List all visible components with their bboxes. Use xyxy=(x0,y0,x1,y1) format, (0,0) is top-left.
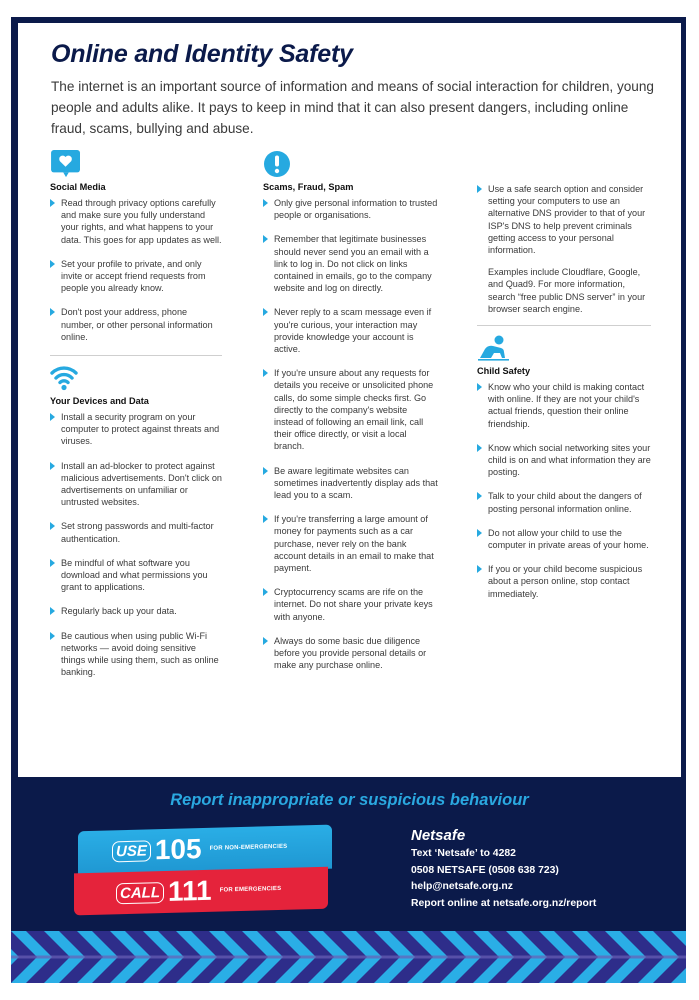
section-heading-scams: Scams, Fraud, Spam xyxy=(263,182,354,192)
bullet-arrow-icon xyxy=(50,522,55,530)
emergency-note: FOR EMERGENCIES xyxy=(219,885,282,894)
report-heading: Report inappropriate or suspicious behaviour xyxy=(170,791,529,809)
use-label: USE xyxy=(112,840,151,862)
bullet-arrow-icon xyxy=(477,383,482,391)
non-emergency-note: FOR NON-EMERGENCIES xyxy=(209,843,288,852)
contact-email-link[interactable]: help@netsafe.org.nz xyxy=(411,881,513,892)
dns-examples-text: Examples include Cloudflare, Google, and Quad9. For more information, search “free public DNS server” in your browser search engine. xyxy=(488,267,646,314)
column-right xyxy=(477,183,651,612)
emergency-numbers-badge xyxy=(74,825,332,916)
scams-list xyxy=(263,197,438,672)
list-item: Talk to your child about the dangers of posting personal information online. xyxy=(477,490,651,514)
list-item: Cryptocurrency scams are rife on the internet. Do not share your private keys with anyone. xyxy=(263,586,438,623)
section-divider xyxy=(477,325,651,326)
bullet-arrow-icon xyxy=(477,444,482,452)
list-item: Always do some basic due diligence before you provide personal details or make any purchase online. xyxy=(263,635,438,672)
crawling-child-icon xyxy=(477,334,511,362)
list-item: Set strong passwords and multi-factor authentication. xyxy=(50,520,222,544)
wifi-icon xyxy=(50,364,78,392)
bullet-arrow-icon xyxy=(263,588,268,596)
list-item: Read through privacy options carefully and make sure you fully understand your rights, and what happens to your data. This goes for app updates as well. xyxy=(50,197,222,246)
list-item: If you're transferring a large amount of money for payments such as a car purchase, never rely on the bank account details in an email to make that payment. xyxy=(263,513,438,574)
list-item: Remember that legitimate businesses should never send you an email with a link to log in. Do not click on links contained in emails, go to the company website and log on directly. xyxy=(263,233,438,294)
dns-list xyxy=(477,183,651,315)
bullet-arrow-icon xyxy=(263,515,268,523)
emergency-number: 111 xyxy=(168,874,212,907)
list-item: Use a safe search option and consider setting your computers to use an alternative DNS provider to that of your ISP's DNS to help prevent criminals getting access to your personal information. Examples include Cloudflare, Google, and Quad9. For more information, search “free public DNS server” in your browser search engine. xyxy=(477,183,651,315)
list-item: Know who your child is making contact with online. If they are not your child's actual friends, question their online friendship. xyxy=(477,381,651,430)
chevron-pattern-band xyxy=(11,931,686,983)
heart-speech-bubble-icon xyxy=(50,150,82,178)
contact-report-link[interactable]: Report online at netsafe.org.nz/report xyxy=(411,897,597,909)
list-item: Be mindful of what software you download and what permissions you grant to applications. xyxy=(50,557,222,594)
netsafe-name: Netsafe xyxy=(411,827,466,844)
bullet-arrow-icon xyxy=(50,413,55,421)
section-divider xyxy=(50,355,222,356)
list-item: Be cautious when using public Wi-Fi networks — avoid doing sensitive things while using them, such as online banking. xyxy=(50,630,222,679)
list-item: Don't post your address, phone number, or other personal information online. xyxy=(50,306,222,343)
netsafe-contact xyxy=(411,827,596,912)
bullet-arrow-icon xyxy=(50,260,55,268)
exclamation-circle-icon xyxy=(263,150,291,178)
chevron-center-line xyxy=(11,956,686,959)
intro-paragraph: The internet is an important source of information and means of social interaction for children, young people and adults alike. It pays to keep in mind that it can also present dangers, including online fraud, scams, bullying and abuse. xyxy=(51,79,654,136)
list-item: Know which social networking sites your child is on and what information they are posting. xyxy=(477,442,651,479)
contact-phone-line: 0508 NETSAFE (0508 638 723) xyxy=(411,864,559,876)
bullet-arrow-icon xyxy=(477,529,482,537)
list-item: Never reply to a scam message even if you're curious, your interaction may provide knowledge your account is active. xyxy=(263,306,438,355)
non-emergency-number: 105 xyxy=(154,833,202,866)
bullet-arrow-icon xyxy=(477,185,482,193)
bullet-arrow-icon xyxy=(50,607,55,615)
section-heading-child-safety: Child Safety xyxy=(477,366,531,377)
emergency-row xyxy=(116,874,281,908)
devices-list xyxy=(50,411,222,678)
list-item: Install an ad-blocker to protect against malicious advertisements. Don't click on advertisements on unfamiliar or untrusted websites. xyxy=(50,460,222,509)
section-heading-social-media: Social Media xyxy=(50,182,106,192)
bullet-arrow-icon xyxy=(50,559,55,567)
bullet-arrow-icon xyxy=(50,632,55,640)
bullet-arrow-icon xyxy=(50,462,55,470)
page-title: Online and Identity Safety xyxy=(51,40,353,68)
list-item: Only give personal information to trusted people or organisations. xyxy=(263,197,438,221)
bullet-arrow-icon xyxy=(477,492,482,500)
child-safety-list xyxy=(477,381,651,600)
list-item: If you're unsure about any requests for details you receive or unsolicited phone calls, do some simple checks first. Go directly to the company's website instead of following an email link, call their office directly, or visit a local branch. xyxy=(263,367,438,452)
bullet-arrow-icon xyxy=(263,199,268,207)
bullet-arrow-icon xyxy=(50,308,55,316)
bullet-arrow-icon xyxy=(477,565,482,573)
bullet-arrow-icon xyxy=(263,235,268,243)
social-media-list xyxy=(50,197,222,343)
list-item: If you or your child become suspicious about a person online, stop contact immediately. xyxy=(477,563,651,600)
list-item: Do not allow your child to use the computer in private areas of your home. xyxy=(477,527,651,551)
list-item: Set your profile to private, and only invite or accept friend requests from people you already know. xyxy=(50,258,222,295)
list-item: Be aware legitimate websites can sometimes inadvertently display ads that lead you to a scam. xyxy=(263,465,438,502)
bullet-arrow-icon xyxy=(263,467,268,475)
list-item: Regularly back up your data. xyxy=(50,605,222,617)
section-heading-devices: Your Devices and Data xyxy=(50,396,149,407)
column-left xyxy=(50,150,222,690)
bullet-arrow-icon xyxy=(50,199,55,207)
contact-text-line: Text ‘Netsafe’ to 4282 xyxy=(411,848,516,859)
list-item: Install a security program on your computer to protect against threats and viruses. xyxy=(50,411,222,448)
bullet-arrow-icon xyxy=(263,637,268,645)
bullet-arrow-icon xyxy=(263,308,268,316)
bullet-arrow-icon xyxy=(263,369,268,377)
call-label: CALL xyxy=(116,882,164,904)
column-middle xyxy=(263,150,438,684)
non-emergency-row xyxy=(112,832,287,867)
